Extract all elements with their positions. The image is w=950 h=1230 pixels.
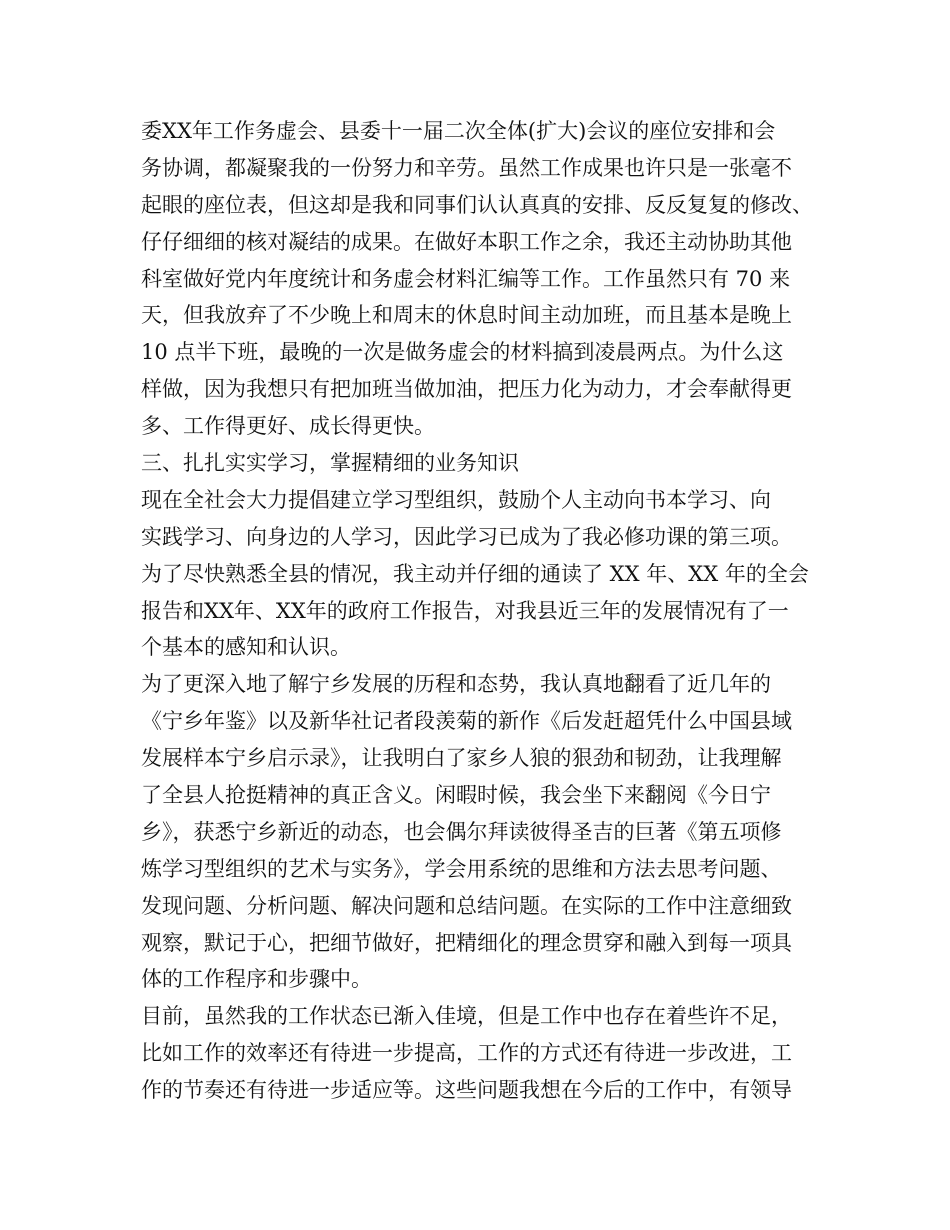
text-line: 比如工作的效率还有待进一步提高，工作的方式还有待进一步改进，工 (141, 1041, 792, 1066)
text-line: 务协调，都凝聚我的一份努力和辛劳。虽然工作成果也许只是一张毫不 (141, 155, 792, 180)
text-line: 个基本的感知和认识。 (141, 635, 351, 660)
text-line: 样做，因为我想只有把加班当做加油，把压力化为动力，才会奉献得更 (141, 377, 792, 402)
text-line: 10 点半下班，最晚的一次是做务虚会的材料搞到凌晨两点。为什么这 (141, 340, 784, 365)
text-line: 《宁乡年鉴》以及新华社记者段羡菊的新作《后发赶超凭什么中国县域 (141, 709, 792, 734)
text-line: 为了尽快熟悉全县的情况，我主动并仔细的通读了 XX 年、XX 年的全会 (141, 561, 809, 586)
text-line: 多、工作得更好、成长得更快。 (141, 414, 435, 439)
text-line: 现在全社会大力提倡建立学习型组织，鼓励个人主动向书本学习、向 (141, 487, 771, 512)
text-line: 目前，虽然我的工作状态已渐入佳境，但是工作中也存在着些许不足， (141, 1004, 792, 1029)
text-line: 实践学习、向身边的人学习，因此学习已成为了我必修功课的第三项。 (141, 524, 792, 549)
text-line: 发现问题、分析问题、解决问题和总结问题。在实际的工作中注意细致 (141, 893, 792, 918)
text-line: 了全县人抢挺精神的真正含义。闲暇时候，我会坐下来翻阅《今日宁 (141, 783, 771, 808)
text-line: 观察，默记于心，把细节做好，把精细化的理念贯穿和融入到每一项具 (141, 930, 792, 955)
section-heading: 三、扎扎实实学习，掌握精细的业务知识 (141, 451, 519, 476)
text-line: 科室做好党内年度统计和务虚会材料汇编等工作。工作虽然只有 70 来 (141, 266, 791, 291)
text-line: 天，但我放弃了不少晚上和周末的休息时间主动加班，而且基本是晚上 (141, 303, 792, 328)
text-line: 发展样本宁乡启示录》，让我明白了家乡人狼的狠劲和韧劲，让我理解 (141, 746, 782, 771)
text-line: 报告和XX年、XX年的政府工作报告，对我县近三年的发展情况有了一 (141, 598, 789, 623)
text-line: 起眼的座位表，但这却是我和同事们认认真真的安排、反反复复的修改、 (141, 192, 813, 217)
text-line: 体的工作程序和步骤中。 (141, 967, 372, 992)
text-line: 作的节奏还有待进一步适应等。这些问题我想在今后的工作中，有领导 (141, 1078, 792, 1103)
text-line: 仔仔细细的核对凝结的成果。在做好本职工作之余，我还主动协助其他 (141, 229, 792, 254)
text-line: 乡》，获悉宁乡新近的动态，也会偶尔拜读彼得圣吉的巨著《第五项修 (141, 819, 782, 844)
text-line: 炼学习型组织的艺术与实务》，学会用系统的思维和方法去思考问题、 (141, 856, 782, 881)
text-line: 为了更深入地了解宁乡发展的历程和态势，我认真地翻看了近几年的 (141, 672, 771, 697)
text-line: 委XX年工作务虚会、县委十一届二次全体(扩大)会议的座位安排和会 (141, 119, 776, 143)
body-text (141, 113, 831, 1109)
